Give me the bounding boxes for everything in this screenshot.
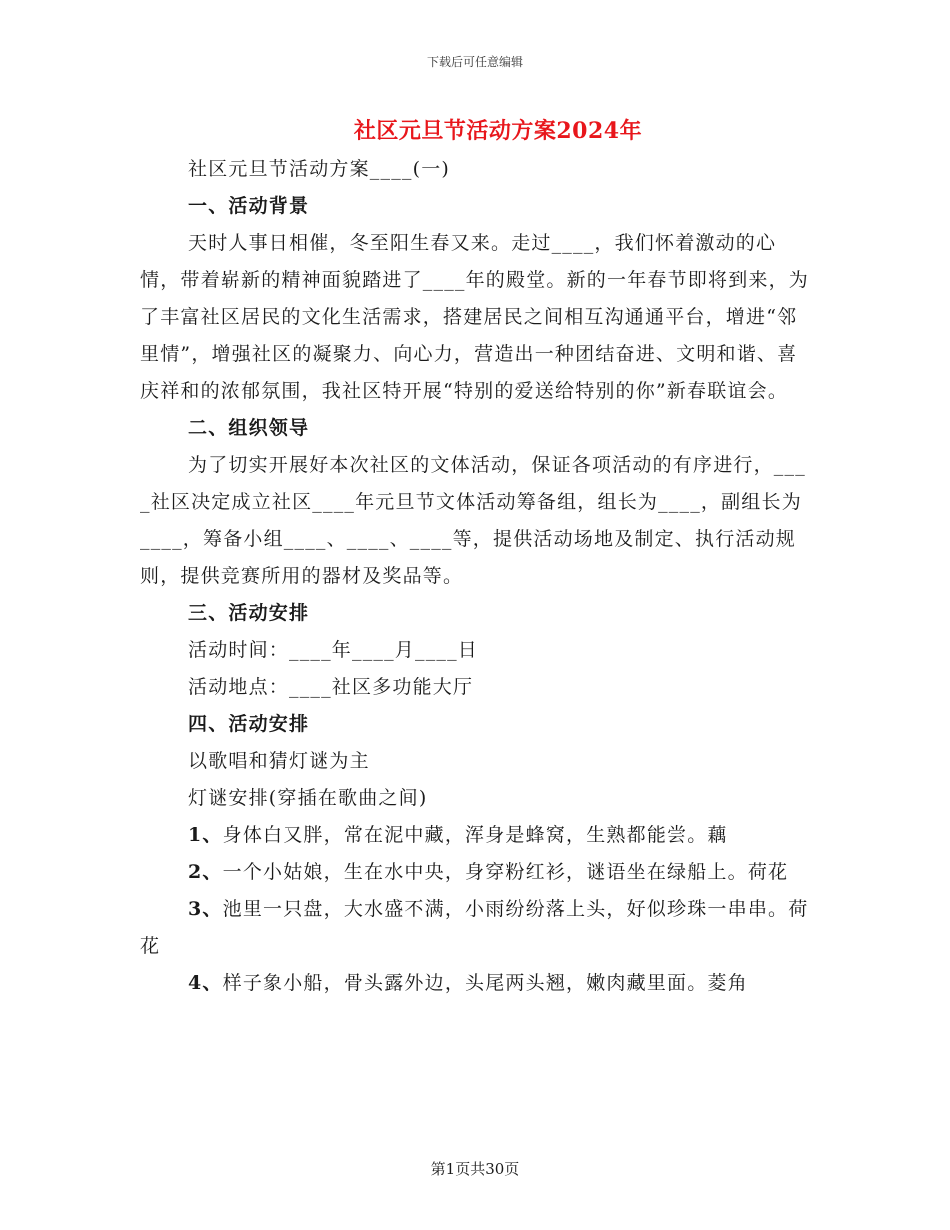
riddle-text: 池里一只盘，大水盛不满，小雨纷纷落上头，好似珍珠一串串。荷花: [140, 898, 809, 957]
riddle-number: 2、: [188, 861, 223, 883]
paragraph-organization: 为了切实开展好本次社区的文体活动，保证各项活动的有序进行，____社区决定成立社区____年元旦节文体活动筹备组，组长为____，副组长为____，筹备小组____、____、____等，提供活动场地及制定、执行活动规则，提供竞赛所用的器材及奖品等。: [140, 454, 806, 587]
riddle-text: 样子象小船，骨头露外边，头尾两头翘，嫩肉藏里面。菱角: [222, 972, 748, 994]
riddle-text: 一个小姑娘，生在水中央，身穿粉红衫，谜语坐在绿船上。荷花: [222, 861, 789, 883]
page-footer: 第1页共30页: [430, 1160, 520, 1178]
paragraph-background: 天时人事日相催，冬至阳生春又来。走过____，我们怀着激动的心情，带着崭新的精神面貌踏进了____年的殿堂。新的一年春节即将到来，为了丰富社区居民的文化生活需求，搭建居民之间相互沟通通平台，增进“邻里情”，增强社区的凝聚力、向心力，营造出一种团结奋进、文明和谐、喜庆祥和的浓郁氛围，我社区特开展“特别的爱送给特别的你”新春联谊会。: [140, 232, 810, 402]
riddle-item: [140, 817, 812, 854]
section-heading-program: 四、活动安排: [188, 713, 310, 735]
riddle-item: [140, 854, 812, 891]
section-heading-organization: 二、组织领导: [188, 417, 310, 439]
section-heading-background: 一、活动背景: [188, 195, 310, 217]
riddle-number: 3、: [188, 898, 223, 920]
program-summary: 以歌唱和猜灯谜为主: [188, 750, 370, 772]
document-title: 社区元旦节活动方案2024年: [353, 118, 643, 144]
activity-time: 活动时间：____年____月____日: [188, 639, 479, 661]
document-body: [140, 151, 812, 1002]
riddle-item: [140, 965, 812, 1002]
activity-place: 活动地点：____社区多功能大厅: [188, 676, 474, 698]
riddle-arrangement: 灯谜安排(穿插在歌曲之间): [188, 787, 428, 809]
riddle-number: 4、: [188, 972, 223, 994]
riddle-item: [140, 891, 812, 965]
section-heading-arrangement: 三、活动安排: [188, 602, 310, 624]
riddle-number: 1、: [188, 824, 223, 846]
riddle-text: 身体白又胖，常在泥中藏，浑身是蜂窝，生熟都能尝。藕: [222, 824, 728, 846]
document-subtitle: 社区元旦节活动方案____(一): [188, 158, 451, 180]
page-header-note: 下载后可任意编辑: [426, 55, 523, 69]
